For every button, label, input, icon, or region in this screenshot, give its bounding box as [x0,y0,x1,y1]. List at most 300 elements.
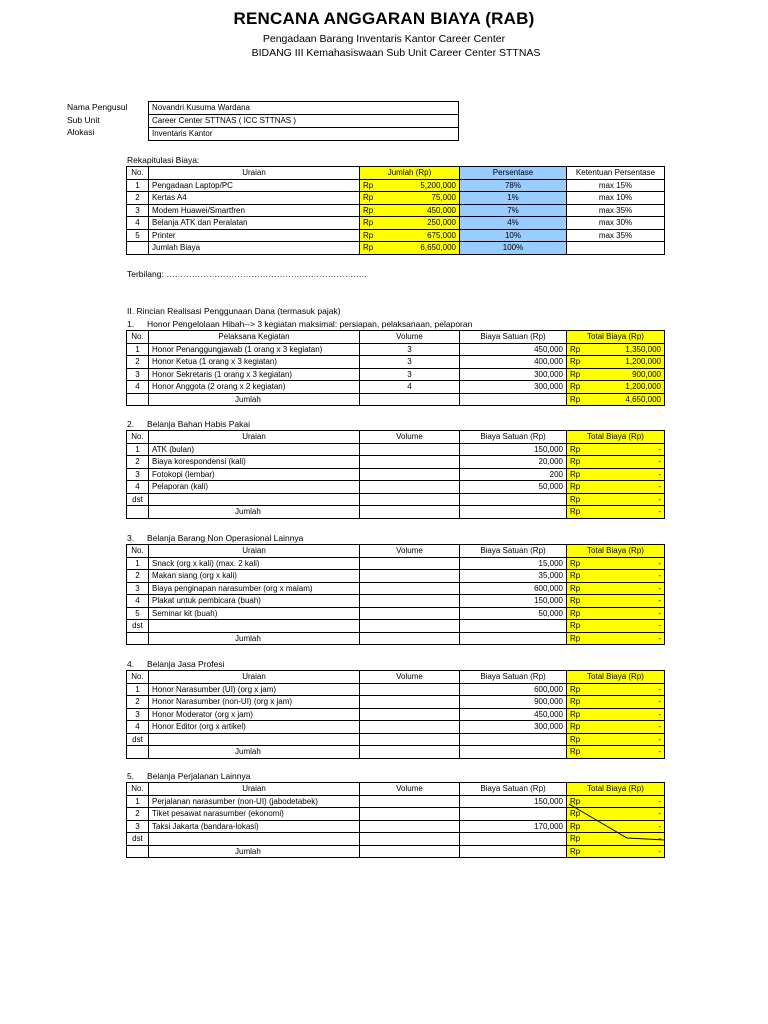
currency: Rp [570,344,581,354]
s3-title [127,533,303,543]
row-volume [360,696,460,709]
row-total [567,557,665,570]
row-uraian: Seminar kit (buah) [149,607,360,620]
row-volume: 4 [360,381,460,394]
row-uraian [149,733,360,746]
row-volume [360,733,460,746]
amount: - [658,846,661,856]
row-jumlah [360,229,460,242]
currency: Rp [570,394,581,404]
label-nama-pengusul: Nama Pengusul [67,102,128,112]
currency: Rp [570,633,581,643]
row-biaya-satuan: 150,000 [460,443,567,456]
row-uraian: Honor Editor (org x artikel) [149,721,360,734]
amount: - [658,834,661,844]
row-total [567,808,665,821]
row-uraian: Fotokopi (lembar) [149,468,360,481]
row-no: 3 [127,368,149,381]
amount: 900,000 [632,369,661,379]
value-nama-pengusul: Novandri Kusuma Wardana [149,102,459,115]
section-number: 2. [127,419,135,429]
amount: - [658,734,661,744]
row-biaya-satuan [460,733,567,746]
value-alokasi: Inventaris Kantor [149,128,459,141]
currency: Rp [570,558,581,568]
header-cell: Uraian [149,671,360,684]
amount: - [658,633,661,643]
amount: 4,650,000 [625,394,661,404]
s5-table [126,782,665,858]
amount: 1,200,000 [625,382,661,392]
row-uraian: Belanja ATK dan Peralatan [149,217,360,230]
currency: Rp [570,469,581,479]
amount: - [658,709,661,719]
currency: Rp [570,494,581,504]
total-percent: 100% [460,242,567,255]
amount: - [658,821,661,831]
rekap-title: Rekapitulasi Biaya: [127,155,200,165]
row-total [567,820,665,833]
rekap-row [127,204,665,217]
row-uraian: Perjalanan narasumber (non-UI) (jabodetabek) [149,795,360,808]
row-biaya-satuan: 600,000 [460,683,567,696]
amount: 1,350,000 [625,344,661,354]
row-volume [360,708,460,721]
row-uraian: Honor Anggota (2 orang x 2 kegiatan) [149,381,360,394]
row-biaya-satuan: 300,000 [460,381,567,394]
row-total [567,833,665,846]
table-row [127,808,665,821]
row-total [567,381,665,394]
row-uraian: Plakat untuk pembicara (buah) [149,595,360,608]
table-header-row [127,783,665,796]
row-no: 2 [127,696,149,709]
row-no: 5 [127,229,149,242]
row-uraian: Honor Narasumber (non-UI) (org x jam) [149,696,360,709]
row-no: 2 [127,456,149,469]
header-cell: Biaya Satuan (Rp) [460,545,567,558]
row-volume [360,481,460,494]
amount: - [658,444,661,454]
total-label: Jumlah [149,506,360,519]
row-total [567,733,665,746]
amount: - [658,809,661,819]
section-number: 5. [127,771,135,781]
row-no: 1 [127,179,149,192]
currency: Rp [570,809,581,819]
s3-table [126,544,665,645]
row-persentase: 1% [460,192,567,205]
currency: Rp [570,796,581,806]
amount: - [658,558,661,568]
row-volume: 3 [360,356,460,369]
amount: - [658,722,661,732]
section-name: Belanja Barang Non Operasional Lainnya [147,533,304,543]
row-no: 4 [127,217,149,230]
amount: - [658,482,661,492]
table-row [127,493,665,506]
rekap-total-row [127,242,665,255]
table-row [127,595,665,608]
row-biaya-satuan: 200 [460,468,567,481]
row-total [567,607,665,620]
row-total [567,481,665,494]
row-volume [360,820,460,833]
currency: Rp [363,193,374,203]
rekap-header-row [127,167,665,180]
row-no: 1 [127,795,149,808]
row-uraian: Kertas A4 [149,192,360,205]
row-volume [360,570,460,583]
table-total-row [127,393,665,406]
table-row [127,620,665,633]
row-no: 2 [127,808,149,821]
section-name: Belanja Bahan Habis Pakai [147,419,251,429]
currency: Rp [570,608,581,618]
total-value [567,746,665,759]
amount: - [658,608,661,618]
table-row [127,696,665,709]
currency: Rp [570,369,581,379]
row-uraian: Pelaporan (kali) [149,481,360,494]
section-2-title: II. Rincian Realisasi Penggunaan Dana (termasuk pajak) [127,306,341,316]
header-cell: No. [127,783,149,796]
header-cell: Persentase [460,167,567,180]
table-row [127,343,665,356]
total-value: 6,650,000 [420,243,456,253]
total-label: Jumlah [149,746,360,759]
row-uraian: Modem Huawei/Smartfren [149,204,360,217]
table-row [127,733,665,746]
table-header-row [127,545,665,558]
value-sub-unit: Career Center STTNAS ( ICC STTNAS ) [149,115,459,128]
row-uraian: Tiket pesawat narasumber (ekonomi) [149,808,360,821]
currency: Rp [570,846,581,856]
row-total [567,343,665,356]
header-cell: Total Biaya (Rp) [567,331,665,344]
table-row [127,607,665,620]
rekap-row [127,229,665,242]
row-no: 3 [127,708,149,721]
total-value [567,845,665,858]
amount: - [658,583,661,593]
currency: Rp [570,697,581,707]
row-biaya-satuan [460,833,567,846]
header-cell: Volume [360,783,460,796]
total-value [567,393,665,406]
label-alokasi: Alokasi [67,127,95,137]
row-uraian: Snack (org x kali) (max. 2 kali) [149,557,360,570]
row-total [567,620,665,633]
row-uraian: Taksi Jakarta (bandara-lokasi) [149,820,360,833]
row-biaya-satuan: 170,000 [460,820,567,833]
row-no: dst [127,733,149,746]
currency: Rp [570,382,581,392]
row-uraian [149,833,360,846]
amount: - [658,469,661,479]
header-cell: Volume [360,545,460,558]
row-uraian: Pengadaan Laptop/PC [149,179,360,192]
row-total [567,493,665,506]
s2-title [127,419,250,429]
row-volume [360,456,460,469]
row-total [567,582,665,595]
section-name: Belanja Jasa Profesi [147,659,225,669]
header-cell: Uraian [149,431,360,444]
rekap-row [127,217,665,230]
row-volume [360,795,460,808]
s2-table [126,430,665,519]
rekap-row [127,179,665,192]
table-row [127,820,665,833]
table-row [127,833,665,846]
table-header-row [127,671,665,684]
row-no: 2 [127,356,149,369]
row-ketentuan: max 35% [567,229,665,242]
row-jumlah [360,204,460,217]
row-ketentuan: max 30% [567,217,665,230]
row-uraian: Honor Penanggungjawab (1 orang x 3 kegiatan) [149,343,360,356]
row-no: 4 [127,721,149,734]
table-row [127,468,665,481]
row-no: 4 [127,381,149,394]
table-row [127,356,665,369]
table-row [127,443,665,456]
currency: Rp [570,357,581,367]
row-no: 3 [127,582,149,595]
row-no: 3 [127,820,149,833]
header-cell: Total Biaya (Rp) [567,671,665,684]
header-cell: Uraian [149,783,360,796]
amount: - [658,494,661,504]
row-uraian: Printer [149,229,360,242]
row-uraian: Honor Narasumber (UI) (org x jam) [149,683,360,696]
amount: 250,000 [427,218,456,228]
row-volume [360,833,460,846]
currency: Rp [570,583,581,593]
row-volume [360,493,460,506]
header-cell: No. [127,431,149,444]
row-biaya-satuan: 150,000 [460,595,567,608]
table-header-row [127,331,665,344]
table-row [127,381,665,394]
row-volume [360,443,460,456]
table-row [127,683,665,696]
row-volume: 3 [360,343,460,356]
currency: Rp [570,821,581,831]
table-row [127,795,665,808]
row-volume [360,582,460,595]
amount: - [658,571,661,581]
row-persentase: 7% [460,204,567,217]
currency: Rp [363,180,374,190]
currency: Rp [363,243,374,253]
row-total [567,683,665,696]
amount: - [658,684,661,694]
row-total [567,356,665,369]
currency: Rp [363,230,374,240]
row-biaya-satuan: 20,000 [460,456,567,469]
amount: 75,000 [431,193,456,203]
row-persentase: 4% [460,217,567,230]
header-cell: Jumlah (Rp) [360,167,460,180]
amount: - [658,507,661,517]
row-total [567,443,665,456]
s5-title [127,771,251,781]
label-sub-unit: Sub Unit [67,114,100,125]
subtitle-1: Pengadaan Barang Inventaris Kantor Career Center [262,33,506,45]
table-row [127,481,665,494]
row-uraian: Honor Sekretaris (1 orang x 3 kegiatan) [149,368,360,381]
header-cell: Biaya Satuan (Rp) [460,671,567,684]
row-uraian [149,493,360,506]
row-persentase: 10% [460,229,567,242]
header-cell: Biaya Satuan (Rp) [460,431,567,444]
amount: 1,200,000 [625,357,661,367]
table-total-row [127,506,665,519]
currency: Rp [570,457,581,467]
page-title: RENCANA ANGGARAN BIAYA (RAB) [233,9,535,28]
row-total [567,721,665,734]
header-cell: Ketentuan Persentase [567,167,665,180]
amount: - [658,747,661,757]
row-biaya-satuan: 15,000 [460,557,567,570]
row-no: dst [127,493,149,506]
amount: 675,000 [427,230,456,240]
s1-table [126,330,665,406]
amount: 450,000 [427,205,456,215]
info-table [148,101,459,141]
row-uraian: Makan siang (org x kali) [149,570,360,583]
row-volume [360,468,460,481]
row-biaya-satuan [460,808,567,821]
row-biaya-satuan [460,493,567,506]
header-cell: Volume [360,331,460,344]
s4-title [127,659,225,669]
table-row [127,570,665,583]
row-no: 2 [127,192,149,205]
table-total-row [127,632,665,645]
row-total [567,795,665,808]
row-biaya-satuan: 50,000 [460,607,567,620]
row-biaya-satuan: 450,000 [460,708,567,721]
header-cell: Uraian [149,167,360,180]
header-cell: Biaya Satuan (Rp) [460,331,567,344]
amount: - [658,621,661,631]
currency: Rp [570,571,581,581]
row-no: 2 [127,570,149,583]
table-header-row [127,431,665,444]
amount: - [658,697,661,707]
header-cell: No. [127,671,149,684]
row-no: 3 [127,468,149,481]
total-label: Jumlah [149,393,360,406]
row-biaya-satuan: 300,000 [460,721,567,734]
row-no: 4 [127,595,149,608]
row-no: 1 [127,683,149,696]
row-no: dst [127,620,149,633]
total-label: Jumlah [149,632,360,645]
row-volume: 3 [360,368,460,381]
row-no: 1 [127,557,149,570]
currency: Rp [363,218,374,228]
currency: Rp [570,747,581,757]
row-biaya-satuan: 900,000 [460,696,567,709]
currency: Rp [570,596,581,606]
table-total-row [127,845,665,858]
currency: Rp [570,507,581,517]
row-biaya-satuan [460,620,567,633]
header-cell: Volume [360,671,460,684]
row-no: 3 [127,204,149,217]
table-row [127,721,665,734]
row-biaya-satuan: 600,000 [460,582,567,595]
row-jumlah [360,217,460,230]
info-labels [67,101,127,139]
row-no: dst [127,833,149,846]
table-row [127,557,665,570]
total-label: Jumlah [149,845,360,858]
header-cell: Biaya Satuan (Rp) [460,783,567,796]
row-biaya-satuan: 450,000 [460,343,567,356]
currency: Rp [570,482,581,492]
currency: Rp [570,684,581,694]
row-uraian: ATK (bulan) [149,443,360,456]
header-cell: Total Biaya (Rp) [567,783,665,796]
rekap-row [127,192,665,205]
row-uraian [149,620,360,633]
table-row [127,456,665,469]
s4-table [126,670,665,759]
currency: Rp [363,205,374,215]
section-name: Honor Pengelolaan Hibah--> 3 kegiatan maksimal: persiapan, pelaksanaan, pelaporan [147,319,473,329]
amount: - [658,596,661,606]
table-row [127,582,665,595]
amount: - [658,457,661,467]
row-total [567,696,665,709]
row-volume [360,595,460,608]
row-jumlah [360,192,460,205]
row-biaya-satuan: 150,000 [460,795,567,808]
header-cell: No. [127,545,149,558]
header-cell: Pelaksana Kegiatan [149,331,360,344]
row-biaya-satuan: 35,000 [460,570,567,583]
row-jumlah [360,179,460,192]
row-uraian: Honor Ketua (1 orang x 3 kegiatan) [149,356,360,369]
row-volume [360,683,460,696]
subtitle-2: BIDANG III Kemahasiswaan Sub Unit Career Center STTNAS [251,47,541,59]
row-volume [360,607,460,620]
currency: Rp [570,621,581,631]
row-volume [360,721,460,734]
header-cell: Total Biaya (Rp) [567,431,665,444]
header-cell: Total Biaya (Rp) [567,545,665,558]
row-no: 4 [127,481,149,494]
row-ketentuan: max 15% [567,179,665,192]
section-number: 3. [127,533,135,543]
table-row [127,368,665,381]
total-label: Jumlah Biaya [149,242,360,255]
header-cell: Uraian [149,545,360,558]
table-total-row [127,746,665,759]
terbilang-line: Terbilang: …………………………………………………………….. [127,269,367,279]
currency: Rp [570,734,581,744]
header-cell: No. [127,331,149,344]
row-ketentuan: max 10% [567,192,665,205]
row-total [567,595,665,608]
currency: Rp [570,444,581,454]
table-row [127,708,665,721]
